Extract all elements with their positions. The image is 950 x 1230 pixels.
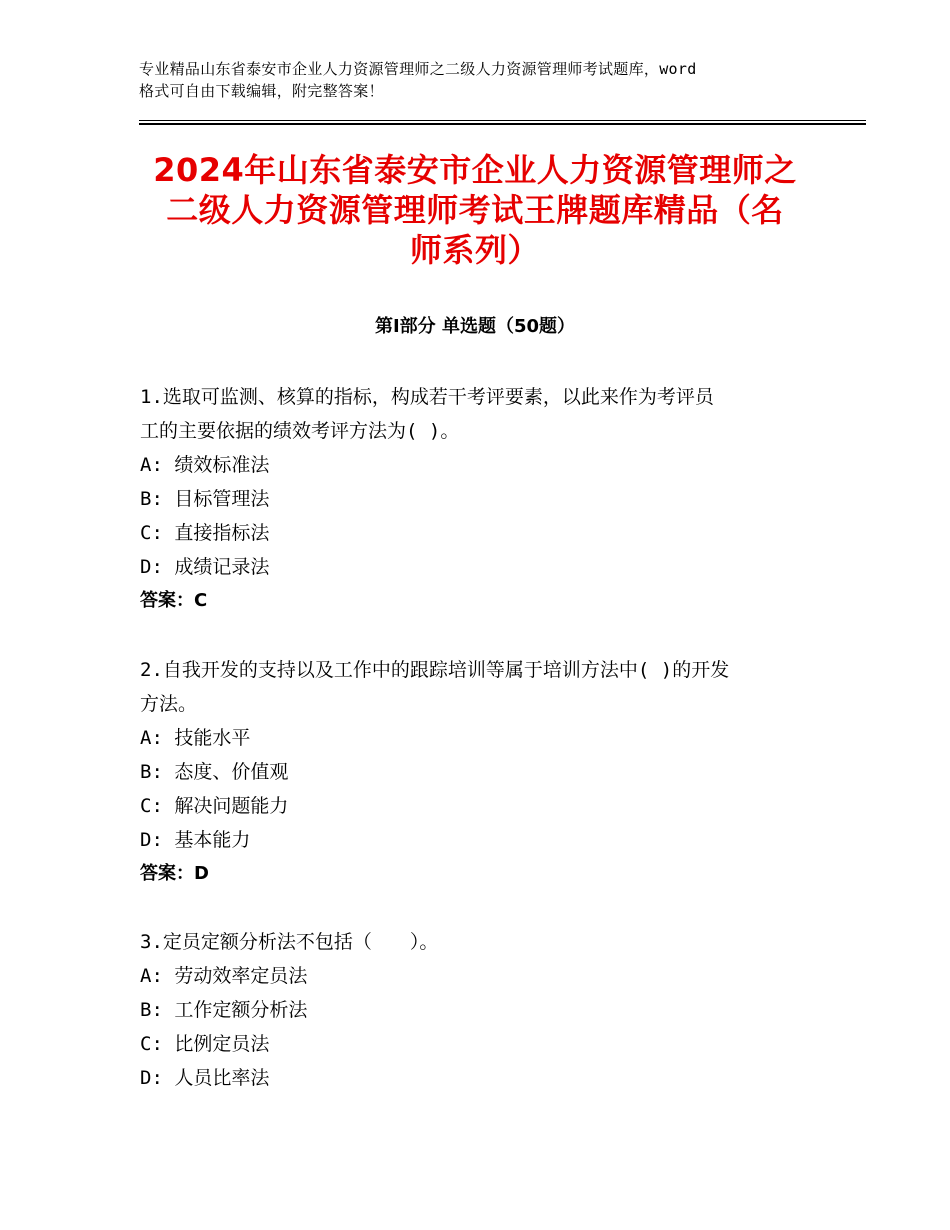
option-d: D: 成绩记录法	[140, 556, 270, 578]
section-title: 第Ⅰ部分 单选题（50题）	[374, 316, 575, 337]
header-note-line-1: 专业精品山东省泰安市企业人力资源管理师之二级人力资源管理师考试题库，word	[139, 60, 697, 78]
question-stem-line: 方法。	[140, 693, 198, 715]
answer-label: 答案：C	[140, 590, 208, 611]
document-title	[130, 150, 820, 270]
question-block-3	[140, 925, 840, 1095]
option-d: D: 人员比率法	[140, 1067, 270, 1089]
option-b: B: 目标管理法	[140, 488, 270, 510]
question-stem-line: 1.选取可监测、核算的指标，构成若干考评要素，以此来作为考评员	[140, 386, 714, 408]
question-stem-line: 3.定员定额分析法不包括（ ）。	[140, 931, 439, 953]
option-c: C: 比例定员法	[140, 1033, 270, 1055]
header-note-line-2: 格式可自由下载编辑，附完整答案！	[139, 82, 384, 100]
option-c: C: 解决问题能力	[140, 795, 289, 817]
document-title-line-2: 二级人力资源管理师考试王牌题库精品（名	[166, 191, 784, 229]
option-c: C: 直接指标法	[140, 522, 270, 544]
question-stem-line: 2.自我开发的支持以及工作中的跟踪培训等属于培训方法中( )的开发	[140, 659, 730, 681]
header-note	[139, 58, 829, 102]
document-title-line-1: 2024年山东省泰安市企业人力资源管理师之	[153, 151, 797, 189]
answer-label: 答案：D	[140, 863, 209, 884]
option-a: A: 劳动效率定员法	[140, 965, 308, 987]
question-stem-line: 工的主要依据的绩效考评方法为( )。	[140, 420, 460, 442]
header-divider-thin	[139, 120, 866, 121]
option-a: A: 绩效标准法	[140, 454, 270, 476]
option-d: D: 基本能力	[140, 829, 251, 851]
question-block-2	[140, 653, 840, 891]
option-b: B: 工作定额分析法	[140, 999, 308, 1021]
header-divider-thick	[139, 123, 866, 125]
question-block-1	[140, 380, 840, 618]
option-b: B: 态度、价值观	[140, 761, 289, 783]
option-a: A: 技能水平	[140, 727, 251, 749]
document-title-line-3: 师系列）	[409, 231, 540, 269]
